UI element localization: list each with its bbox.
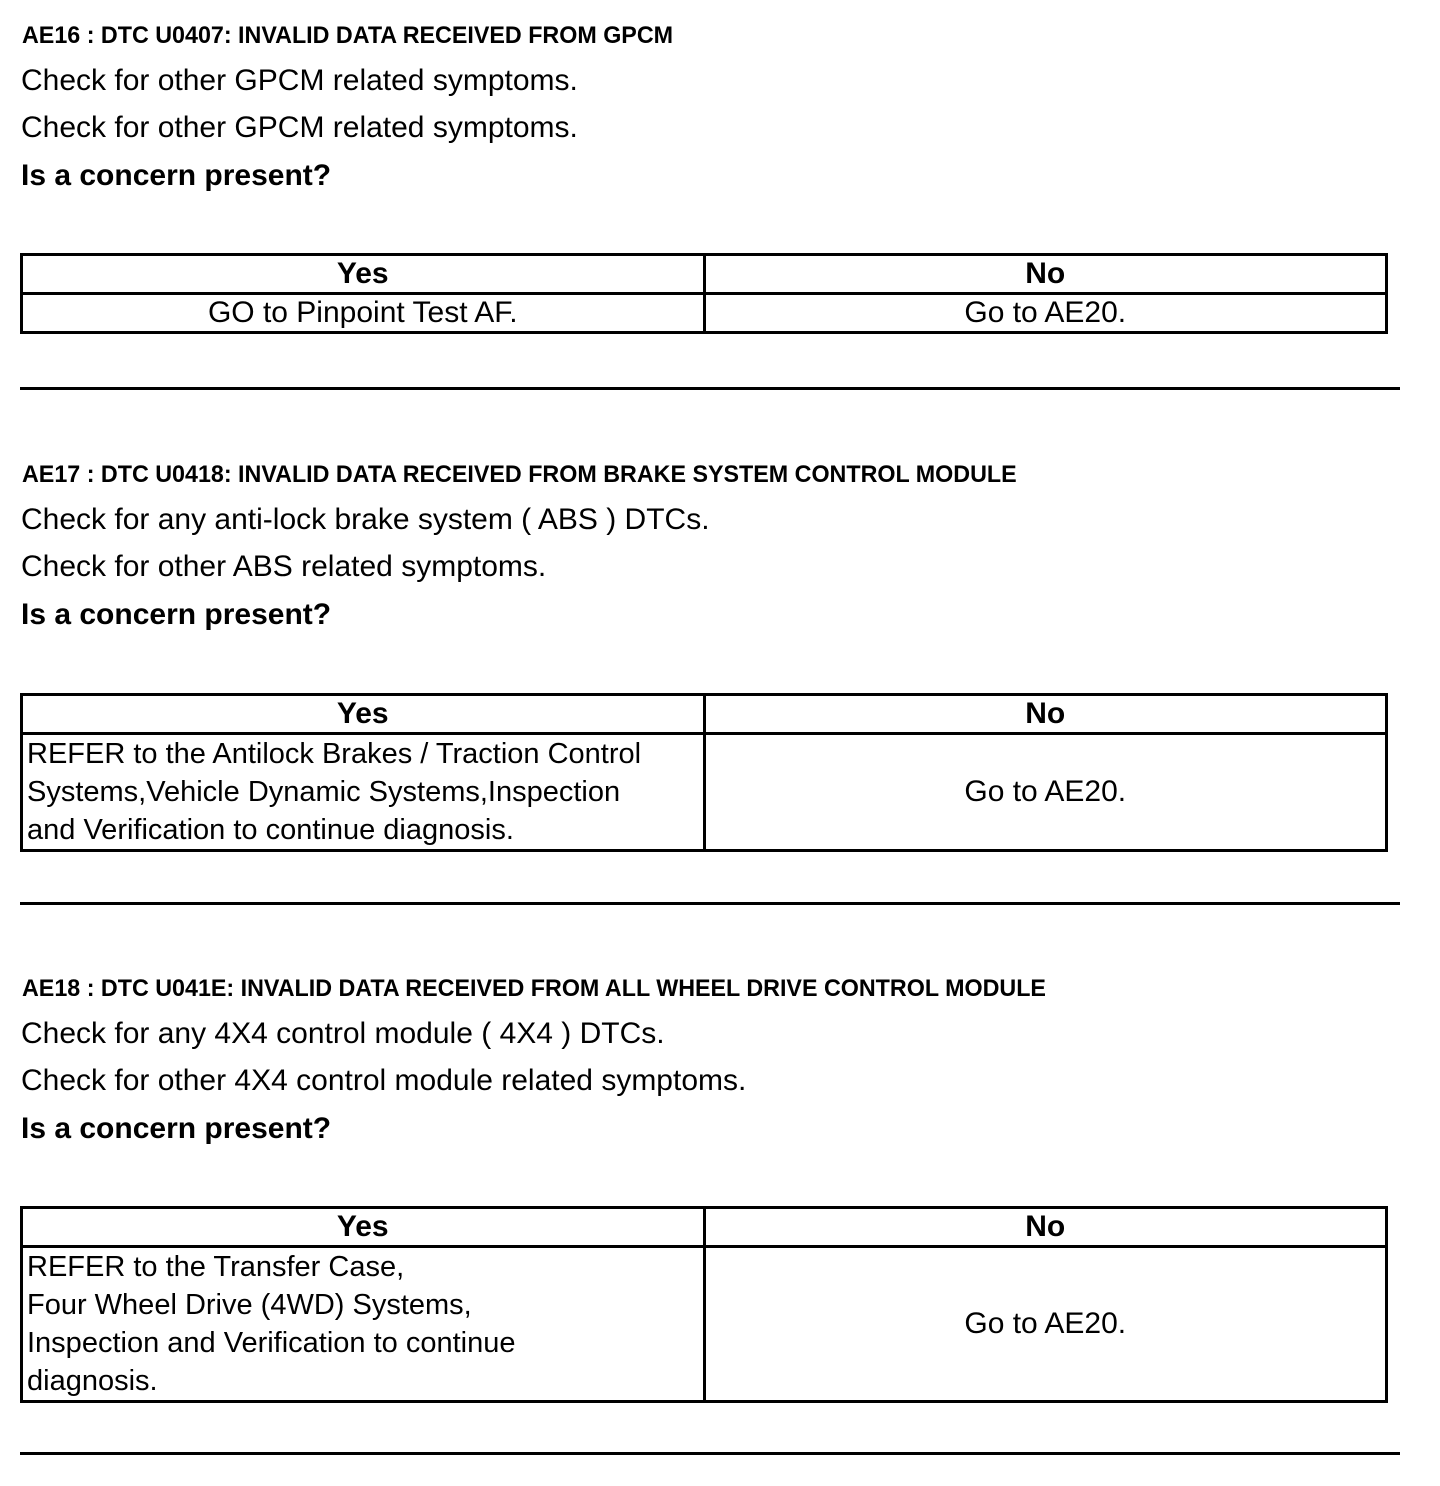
section-divider [20,902,1400,905]
no-header: No [704,255,1387,294]
result-table [20,253,1388,334]
yes-action-line: and Verification to continue diagnosis. [27,814,514,846]
yes-action: GO to Pinpoint Test AF. [22,294,705,333]
yes-action-line: Systems,Vehicle Dynamic Systems,Inspection [27,776,621,808]
no-header: No [704,1208,1387,1247]
yes-action-line: REFER to the Transfer Case, [27,1251,405,1283]
instruction-line: Check for any 4X4 control module ( 4X4 ) DTCs. [21,1017,665,1050]
instruction-line: Check for other ABS related symptoms. [21,550,547,583]
no-action: Go to AE20. [704,734,1387,851]
instruction-line: Check for other GPCM related symptoms. [21,64,578,97]
result-table [20,693,1388,852]
step-heading: AE16 : DTC U0407: INVALID DATA RECEIVED FROM GPCM [22,22,674,49]
section-divider [20,387,1400,390]
section-divider [20,1452,1400,1455]
yes-action [22,734,705,851]
yes-header: Yes [22,255,705,294]
yes-action-line: Four Wheel Drive (4WD) Systems, [27,1289,472,1321]
result-table [20,1206,1388,1403]
yes-header: Yes [22,1208,705,1247]
no-action: Go to AE20. [704,1247,1387,1402]
yes-header: Yes [22,695,705,734]
step-heading: AE18 : DTC U041E: INVALID DATA RECEIVED FROM ALL WHEEL DRIVE CONTROL MODULE [22,975,1046,1002]
no-header: No [704,695,1387,734]
yes-action [22,1247,705,1402]
instruction-line: Check for other GPCM related symptoms. [21,111,578,144]
step-heading: AE17 : DTC U0418: INVALID DATA RECEIVED FROM BRAKE SYSTEM CONTROL MODULE [22,461,1017,488]
no-action: Go to AE20. [704,294,1387,333]
yes-action-line: Inspection and Verification to continue [27,1327,516,1359]
question: Is a concern present? [21,1112,332,1145]
yes-action-line: diagnosis. [27,1365,158,1397]
question: Is a concern present? [21,598,332,631]
yes-action-line: REFER to the Antilock Brakes / Traction Control [27,738,642,770]
instruction-line: Check for other 4X4 control module related symptoms. [21,1064,747,1097]
instruction-line: Check for any anti-lock brake system ( ABS ) DTCs. [21,503,710,536]
question: Is a concern present? [21,159,332,192]
